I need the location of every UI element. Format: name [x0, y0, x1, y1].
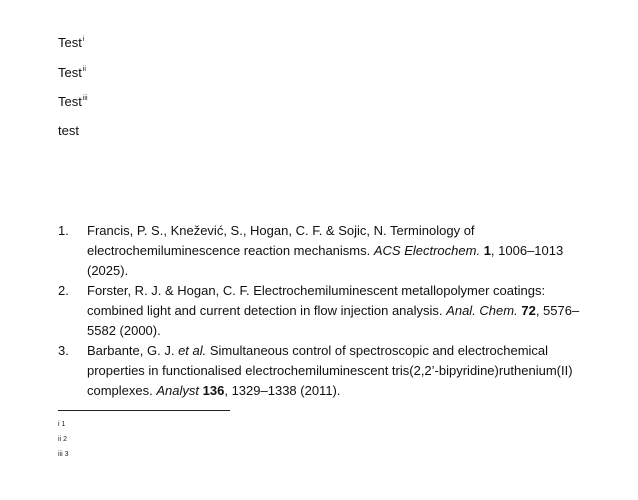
paragraph-test-1	[58, 35, 84, 51]
footnote-separator	[58, 410, 230, 411]
footnote-mark[interactable]: ii	[58, 436, 62, 443]
footnote-mark[interactable]: iii	[58, 451, 63, 458]
footnote-ref-ii[interactable]: ii	[82, 66, 86, 73]
reference-title: Electrochemiluminescent metallopolymer coatings: combined light and current detection in flow injection analysis.	[87, 283, 546, 318]
reference-etal: et al.	[178, 343, 207, 358]
reference-journal: ACS Electrochem.	[373, 243, 481, 258]
reference-journal: Analyst	[156, 383, 200, 398]
reference-list	[58, 221, 598, 401]
reference-item-1	[58, 221, 598, 281]
reference-authors: Forster, R. J. & Hogan, C. F.	[87, 283, 250, 298]
reference-volume: 1	[483, 243, 491, 258]
reference-item-2	[58, 281, 598, 341]
footnote-ref-i[interactable]: i	[82, 36, 85, 43]
reference-journal: Anal. Chem.	[446, 303, 518, 318]
reference-authors: Francis, P. S., Knežević, S., Hogan, C. F. & Sojic, N.	[87, 223, 387, 238]
reference-text: Barbante, G. J. et al. Simultaneous control of spectroscopic and electrochemical properties in functionalised electrochemiluminescent tris(2,2’-bipyridine)ruthenium(II) complexes. Analyst 136, 1329–1338 (2011).	[87, 343, 573, 398]
paragraph-text: test	[58, 123, 79, 138]
footnote-text: 3	[64, 451, 69, 458]
reference-title: Simultaneous control of spectroscopic and electrochemical properties in functionalised electrochemiluminescent tris(2,2’-bipyridine)ruthenium(II) complexes.	[87, 343, 573, 398]
paragraph-text: Test	[58, 94, 82, 109]
footnote-text: 1	[61, 421, 66, 428]
reference-authors: Barbante, G. J.	[87, 343, 175, 358]
footnote-mark[interactable]: i	[58, 421, 60, 428]
reference-number: 2.	[58, 283, 69, 298]
footnote-iii	[58, 450, 69, 459]
paragraph-text: Test	[58, 65, 82, 80]
reference-item-3	[58, 341, 598, 401]
footnote-ii	[58, 435, 67, 444]
footnote-text: 2	[63, 436, 67, 443]
footnote-i	[58, 420, 65, 429]
paragraph-test-2	[58, 65, 86, 81]
paragraph-test-4	[58, 123, 79, 139]
reference-number: 1.	[58, 223, 69, 238]
reference-text: Francis, P. S., Knežević, S., Hogan, C. F. & Sojic, N. Terminology of electrochemiluminescence reaction mechanisms. ACS Electrochem. 1, 1006–1013 (2025).	[87, 223, 564, 278]
reference-text: Forster, R. J. & Hogan, C. F. Electrochemiluminescent metallopolymer coatings: combined light and current detection in flow injection analysis. Anal. Chem. 72, 5576–5582 (2000).	[87, 283, 580, 338]
reference-pages: 1329–1338 (2011).	[231, 383, 341, 398]
paragraph-text: Test	[58, 35, 82, 50]
reference-number: 3.	[58, 343, 69, 358]
reference-volume: 136	[202, 383, 225, 398]
reference-volume: 72	[521, 303, 536, 318]
footnote-ref-iii[interactable]: iii	[82, 95, 88, 102]
reference-pages: 1006–1013 (2025).	[87, 243, 564, 278]
paragraph-test-3	[58, 94, 88, 110]
reference-pages: 5576–5582 (2000).	[87, 303, 580, 338]
reference-title: Terminology of electrochemiluminescence reaction mechanisms.	[87, 223, 475, 258]
